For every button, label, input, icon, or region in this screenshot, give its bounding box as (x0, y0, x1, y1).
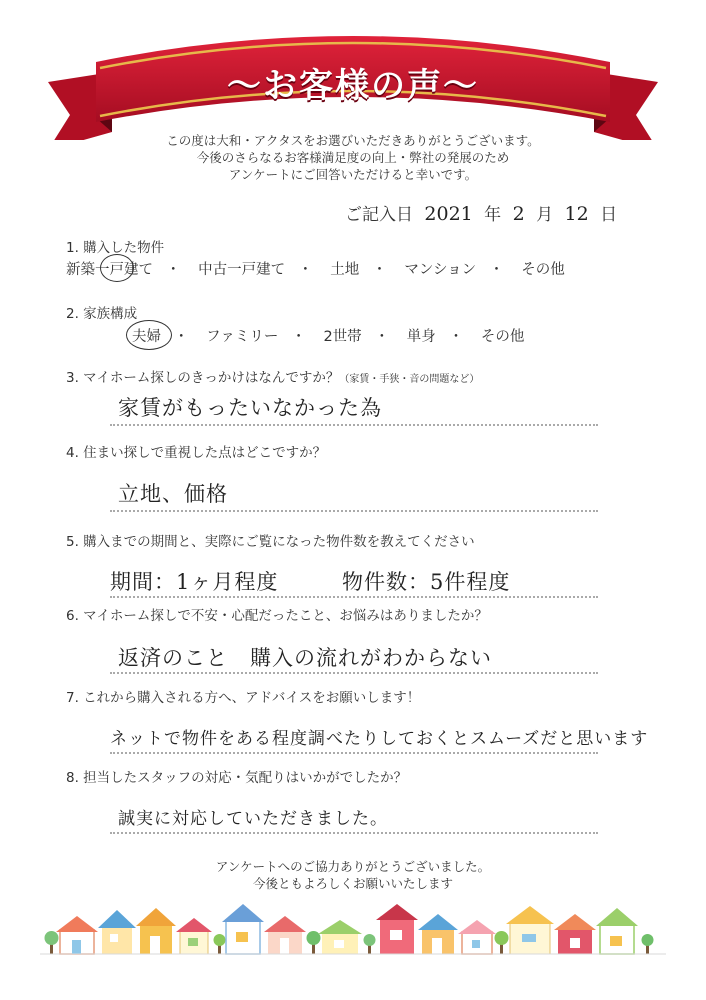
intro-text (0, 132, 706, 183)
question-2-options (132, 325, 524, 346)
closing-line-1: アンケートへのご協力ありがとうございました。 (215, 859, 491, 874)
house-icon (318, 920, 362, 954)
q2-sep-4: ・ (448, 329, 464, 345)
q1-sep-3: ・ (372, 262, 387, 278)
question-1-options (66, 258, 565, 279)
date-day-unit: 日 (600, 205, 618, 225)
house-icon (506, 906, 554, 954)
house-icon (222, 904, 264, 954)
date-month-unit: 月 (536, 205, 554, 225)
q1-option-5: その他 (521, 262, 565, 278)
house-icon (458, 920, 496, 954)
house-icon (136, 908, 176, 954)
q2-sep-3: ・ (374, 329, 390, 345)
house-icon (596, 908, 638, 954)
q6-answer: 返済のこと 購入の流れがわからない (118, 646, 492, 670)
q8-answer-line (110, 832, 598, 834)
q5-answer-line (110, 596, 598, 598)
q3-note: （家賃・手狭・音の問題など） (339, 374, 480, 385)
banner-title: 〜お客様の声〜 (227, 66, 479, 106)
question-8-title: 8. 担当したスタッフの対応・気配りはいかがでしたか？ (66, 770, 408, 786)
houses-illustration (0, 900, 706, 960)
house-icon (554, 914, 596, 954)
date-label: ご記入日 (345, 205, 413, 225)
q3-answer: 家賃がもったいなかった為 (118, 396, 382, 420)
q1-option-1: 新築一戸建て (66, 262, 153, 278)
tree-icon (45, 931, 59, 954)
intro-line-3: アンケートにご回答いただけると幸いです。 (228, 167, 478, 182)
q4-answer-line (110, 510, 598, 512)
house-icon (376, 904, 418, 954)
question-3-title (66, 366, 479, 386)
q2-option-5: その他 (480, 329, 525, 345)
house-icon (418, 914, 458, 954)
q1-option-3: 土地 (330, 262, 360, 278)
question-4-title: 4. 住まい探しで重視した点はどこですか？ (66, 445, 327, 461)
question-7-title: 7. これから購入される方へ、アドバイスをお願いします！ (66, 690, 421, 706)
q5-answer-period: 期間：1ヶ月程度 (110, 570, 279, 594)
date-day: 12 (564, 203, 589, 225)
q1-sep-1: ・ (166, 262, 181, 278)
q7-answer-line (110, 752, 598, 754)
house-icon (56, 916, 98, 954)
tree-icon (642, 934, 654, 954)
q2-option-3: 2世帯 (323, 329, 362, 345)
question-1-title: 1. 購入した物件 (66, 240, 165, 256)
q2-option-1: 夫婦 (132, 329, 161, 345)
house-icon (98, 910, 136, 954)
q1-selection-circle (100, 254, 134, 282)
date-year-unit: 年 (484, 205, 502, 225)
q2-sep-1: ・ (174, 329, 189, 345)
intro-line-1: この度は大和・アクタスをお選びいただきありがとうございます。 (166, 133, 540, 148)
question-6-title: 6. マイホーム探しで不安・心配だったこと、お悩みはありましたか？ (66, 608, 488, 624)
tree-icon (214, 934, 226, 954)
q6-answer-line (110, 672, 598, 674)
q4-answer: 立地、価格 (118, 482, 228, 506)
question-5-title: 5. 購入までの期間と、実際にご覧になった物件数を教えてください (66, 534, 475, 550)
q1-sep-4: ・ (489, 262, 504, 278)
intro-line-2: 今後のさらなるお客様満足度の向上・弊社の発展のため (196, 150, 510, 165)
q1-sep-2: ・ (298, 262, 313, 278)
q2-option-2: ファミリー (206, 329, 279, 345)
q2-option-4: 単身 (406, 329, 436, 345)
q5-answer-count: 物件数：5件程度 (342, 570, 511, 594)
closing-line-2: 今後ともよろしくお願いいたします (252, 876, 453, 891)
q8-answer: 誠実に対応していただきました。 (118, 809, 388, 829)
tree-icon (364, 934, 376, 954)
house-icon (264, 916, 306, 954)
q3-title-text: 3. マイホーム探しのきっかけはなんですか？ (66, 370, 340, 386)
question-2-title: 2. 家族構成 (66, 306, 138, 322)
entry-date (345, 200, 617, 225)
q2-selection-circle (126, 320, 172, 350)
date-year: 2021 (424, 203, 473, 225)
q2-sep-2: ・ (291, 329, 306, 345)
date-month: 2 (512, 203, 525, 225)
q1-option-4: マンション (404, 262, 477, 278)
tree-icon (307, 931, 321, 954)
q3-answer-line (110, 424, 598, 426)
house-icon (176, 918, 212, 954)
tree-icon (495, 931, 509, 954)
q7-answer: ネットで物件をある程度調べたりしておくとスムーズだと思います (110, 729, 649, 749)
closing-text (0, 858, 706, 892)
q1-option-2: 中古一戸建て (198, 262, 286, 278)
